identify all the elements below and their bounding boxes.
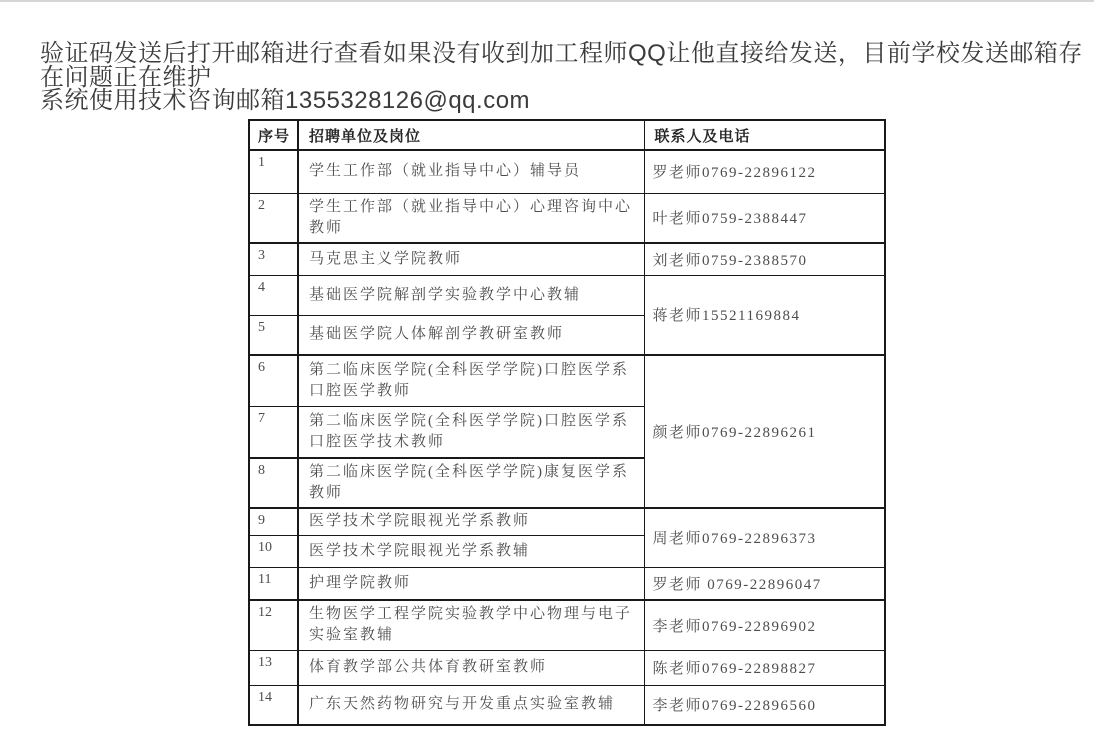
contact-cell: 陈老师0769-22898827 [644, 650, 885, 685]
row-number-cell: 7 [249, 406, 298, 458]
row-number-cell: 10 [249, 535, 298, 567]
table-row [249, 567, 885, 600]
job-contact-table [248, 119, 886, 726]
table-row [249, 275, 885, 315]
position-cell: 生物医学工程学院实验教学中心物理与电子实验室教辅 [298, 600, 644, 650]
table-row [249, 193, 885, 243]
position-cell: 体育教学部公共体育教研室教师 [298, 650, 644, 685]
contact-cell: 颜老师0769-22896261 [644, 355, 885, 508]
contact-cell: 罗老师 0769-22896047 [644, 567, 885, 600]
position-cell: 基础医学院人体解剖学教研室教师 [298, 315, 644, 355]
notice-line-1: 验证码发送后打开邮箱进行查看如果没有收到加工程师QQ让他直接给发送，目前学校发送邮箱存 [40, 40, 1083, 67]
row-number-cell: 14 [249, 685, 298, 725]
position-cell: 第二临床医学院(全科医学学院)口腔医学系口腔医学技术教师 [298, 406, 644, 458]
contact-cell: 李老师0769-22896560 [644, 685, 885, 725]
table-row [249, 650, 885, 685]
table-row [249, 600, 885, 650]
row-number-cell: 2 [249, 193, 298, 243]
table-row [249, 150, 885, 193]
position-cell: 广东天然药物研究与开发重点实验室教辅 [298, 685, 644, 725]
row-number-cell: 8 [249, 458, 298, 508]
col-header-contact: 联系人及电话 [644, 120, 885, 150]
row-number-cell: 6 [249, 355, 298, 406]
row-number-cell: 5 [249, 315, 298, 355]
contact-cell: 刘老师0759-2388570 [644, 243, 885, 275]
position-cell: 医学技术学院眼视光学系教辅 [298, 535, 644, 567]
notice-line-2: 在问题正在维护 [40, 63, 212, 91]
row-number-cell: 3 [249, 243, 298, 275]
table-header-row [249, 120, 885, 150]
position-cell: 第二临床医学院(全科医学学院)口腔医学系口腔医学教师 [298, 355, 644, 406]
position-cell: 马克思主义学院教师 [298, 243, 644, 275]
position-cell: 基础医学院解剖学实验教学中心教辅 [298, 275, 644, 315]
contact-cell: 李老师0769-22896902 [644, 600, 885, 650]
contact-cell: 罗老师0769-22896122 [644, 150, 885, 193]
row-number-cell: 9 [249, 508, 298, 535]
position-cell: 学生工作部（就业指导中心）心理咨询中心教师 [298, 193, 644, 243]
position-cell: 第二临床医学院(全科医学学院)康复医学系教师 [298, 458, 644, 508]
notice-line-3: 系统使用技术咨询邮箱1355328126@qq.com [40, 87, 531, 115]
row-number-cell: 4 [249, 275, 298, 315]
contact-cell: 叶老师0759-2388447 [644, 193, 885, 243]
col-header-index: 序号 [249, 120, 298, 150]
row-number-cell: 13 [249, 650, 298, 685]
position-cell: 学生工作部（就业指导中心）辅导员 [298, 150, 644, 193]
col-header-position: 招聘单位及岗位 [298, 120, 644, 150]
job-table-body [249, 150, 885, 725]
table-row [249, 243, 885, 275]
row-number-cell: 11 [249, 567, 298, 600]
contact-cell: 蒋老师15521169884 [644, 275, 885, 355]
contact-cell: 周老师0769-22896373 [644, 508, 885, 567]
row-number-cell: 1 [249, 150, 298, 193]
position-cell: 护理学院教师 [298, 567, 644, 600]
row-number-cell: 12 [249, 600, 298, 650]
table-row [249, 355, 885, 406]
table-row [249, 508, 885, 535]
notice-text [40, 42, 1083, 113]
table-row [249, 685, 885, 725]
position-cell: 医学技术学院眼视光学系教师 [298, 508, 644, 535]
